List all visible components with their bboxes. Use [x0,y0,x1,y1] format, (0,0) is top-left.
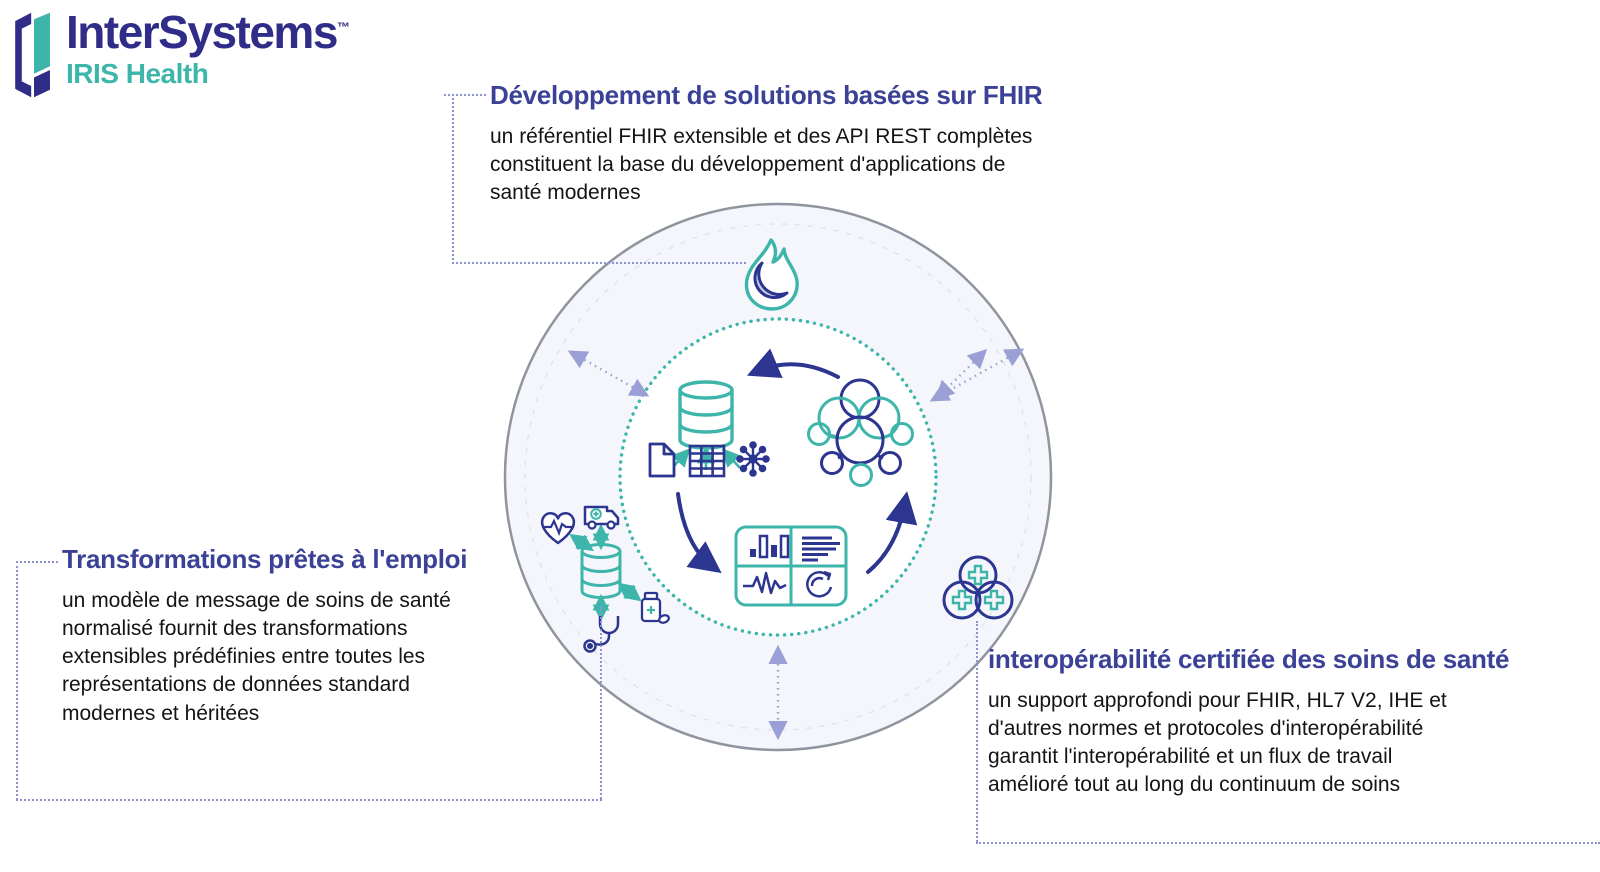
trademark-symbol: ™ [336,19,350,35]
callout-title: interopérabilité certifiée des soins de santé [988,644,1510,674]
callout-fhir-development [490,80,1090,207]
connector-right-vertical [976,621,978,842]
intersystems-logo [12,8,350,102]
callout-body: un support approfondi pour FHIR, HL7 V2, IHE et d'autres normes et protocoles d'interopérabilité garantit l'interopérabilité et un flux de travail amélioré tout au long du continuum de soins [988,689,1447,797]
connector-right-horizontal [976,842,1600,844]
connector-top-horizontal [452,262,746,264]
analytics-dashboard-icon [736,527,846,605]
callout-title: Transformations prêtes à l'emploi [62,544,468,574]
intersystems-logo-mark [12,8,56,102]
callout-interoperability [988,644,1588,800]
callout-body: un modèle de message de soins de santé normalisé fournit des transformations extensibles prédéfinies entre toutes les représentations de données standard modernes et héritées [62,589,451,725]
snowflake-icon [737,442,768,475]
callout-transformations [62,544,532,728]
document-icon [650,444,674,476]
connector-left-horizontal [16,799,602,801]
connector-left-stub [16,561,58,563]
connector-left-vertical [16,561,18,800]
callout-title: Développement de solutions basées sur FHIR [490,80,1043,110]
connector-left-rise [600,606,602,799]
logo-product-text: IRIS Health [66,58,209,90]
connector-top-vertical [452,94,454,264]
callout-body: un référentiel FHIR extensible et des API REST complètes constituent la base du développement d'applications de santé modernes [490,125,1033,205]
logo-brand-text: InterSystems™ [66,6,350,58]
connector-top-stub [444,94,486,96]
